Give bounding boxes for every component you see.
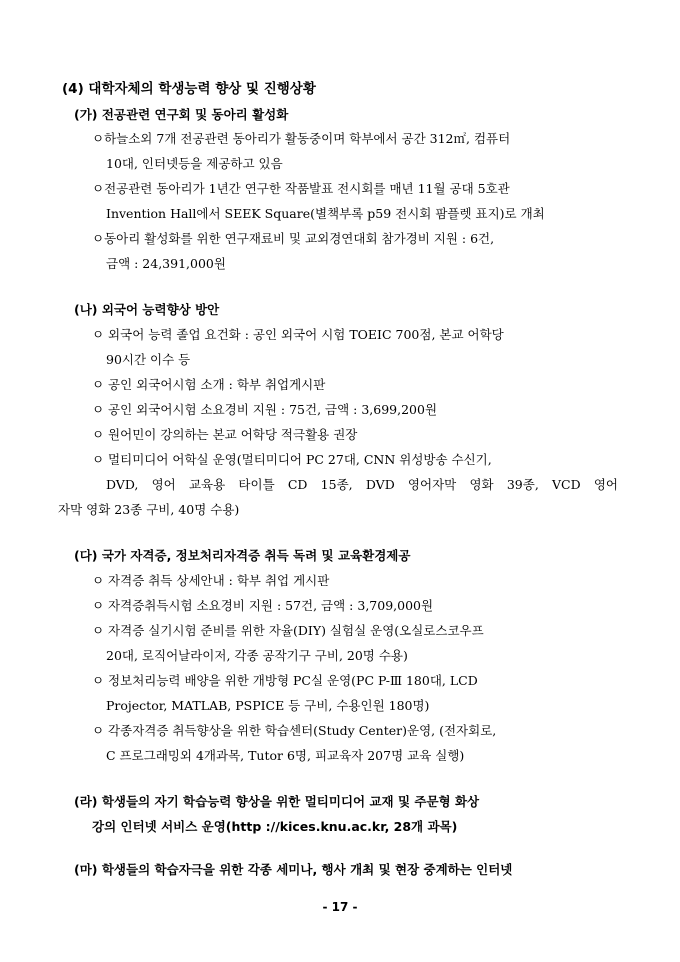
bullet-line: ㅇ 공인 외국어시험 소요경비 지원 : 75건, 금액 : 3,699,200원: [92, 402, 438, 417]
bullet-line: ㅇ 외국어 능력 졸업 요건화 : 공인 외국어 시험 TOEIC 700점, 본교 어학당: [92, 327, 504, 342]
bullet-continuation: C 프로그래밍외 4개과목, Tutor 6명, 피교육자 207명 교육 실행): [106, 748, 465, 763]
bullet-line: ㅇ 멀티미디어 어학실 운영(멀티미디어 PC 27대, CNN 위성방송 수신기,: [92, 452, 492, 467]
section-heading: (4) 대학자체의 학생능력 향상 및 진행상황: [62, 81, 316, 97]
bullet-line: ㅇ 자격증 실기시험 준비를 위한 자율(DIY) 실험실 운영(오실로스코우프: [92, 623, 484, 638]
bullet-continuation-flush: 자막 영화 23종 구비, 40명 수용): [58, 502, 240, 517]
bullet-line: ㅇ전공관련 동아리가 1년간 연구한 작품발표 전시회를 매년 11월 공대 5호관: [92, 181, 510, 196]
bullet-line: ㅇ 공인 외국어시험 소개 : 학부 취업게시판: [92, 377, 326, 392]
subsection-title-da: (다) 국가 자격증, 정보처리자격증 취득 독려 및 교육환경제공: [74, 548, 411, 563]
bullet-continuation: 금액 : 24,391,000원: [106, 256, 226, 271]
subsection-title-ga: (가) 전공관련 연구회 및 동아리 활성화: [74, 107, 289, 122]
bullet-continuation: 20대, 로직어날라이저, 각종 공작기구 구비, 20명 수용): [106, 648, 408, 663]
bullet-continuation: Invention Hall에서 SEEK Square(별책부록 p59 전시회 팜플렛 표지)로 개최: [106, 206, 545, 221]
bullet-continuation: 90시간 이수 등: [106, 352, 191, 367]
subsection-title-na: (나) 외국어 능력향상 방안: [74, 302, 220, 317]
bullet-continuation: Projector, MATLAB, PSPICE 등 구비, 수용인원 180명): [106, 698, 430, 713]
bullet-line: ㅇ하늘소외 7개 전공관련 동아리가 활동중이며 학부에서 공간 312㎡, 컴퓨터: [92, 131, 511, 146]
bullet-line: ㅇ 정보처리능력 배양을 위한 개방형 PC실 운영(PC P-Ⅲ 180대, LCD: [92, 673, 478, 688]
subsection-title-ra: (라) 학생들의 자기 학습능력 향상을 위한 멀티미디어 교재 및 주문형 화상: [74, 794, 480, 809]
bullet-line: ㅇ 자격증 취득 상세안내 : 학부 취업 게시판: [92, 573, 330, 588]
bullet-continuation: 10대, 인터넷등을 제공하고 있음: [106, 156, 283, 171]
page-number: - 17 -: [322, 900, 358, 914]
bullet-line: ㅇ 각종자격증 취득향상을 위한 학습센터(Study Center)운영, (전자회로,: [92, 723, 497, 738]
subsection-title-ma: (마) 학생들의 학습자극을 위한 각종 세미나, 행사 개최 및 현장 중계하는 인터넷: [74, 862, 513, 877]
subsection-title-ra-continuation: 강의 인터넷 서비스 운영(http ://kices.knu.ac.kr, 28개 과목): [92, 819, 458, 834]
bullet-line: ㅇ 자격증취득시험 소요경비 지원 : 57건, 금액 : 3,709,000원: [92, 598, 434, 613]
bullet-line: ㅇ 원어민이 강의하는 본교 어학당 적극활용 권장: [92, 427, 358, 442]
bullet-line: ㅇ동아리 활성화를 위한 연구재료비 및 교외경연대회 참가경비 지원 : 6건,: [92, 231, 495, 246]
bullet-continuation: DVD, 영어 교육용 타이틀 CD 15종, DVD 영어자막 영화 39종, VCD 영어: [106, 477, 618, 492]
